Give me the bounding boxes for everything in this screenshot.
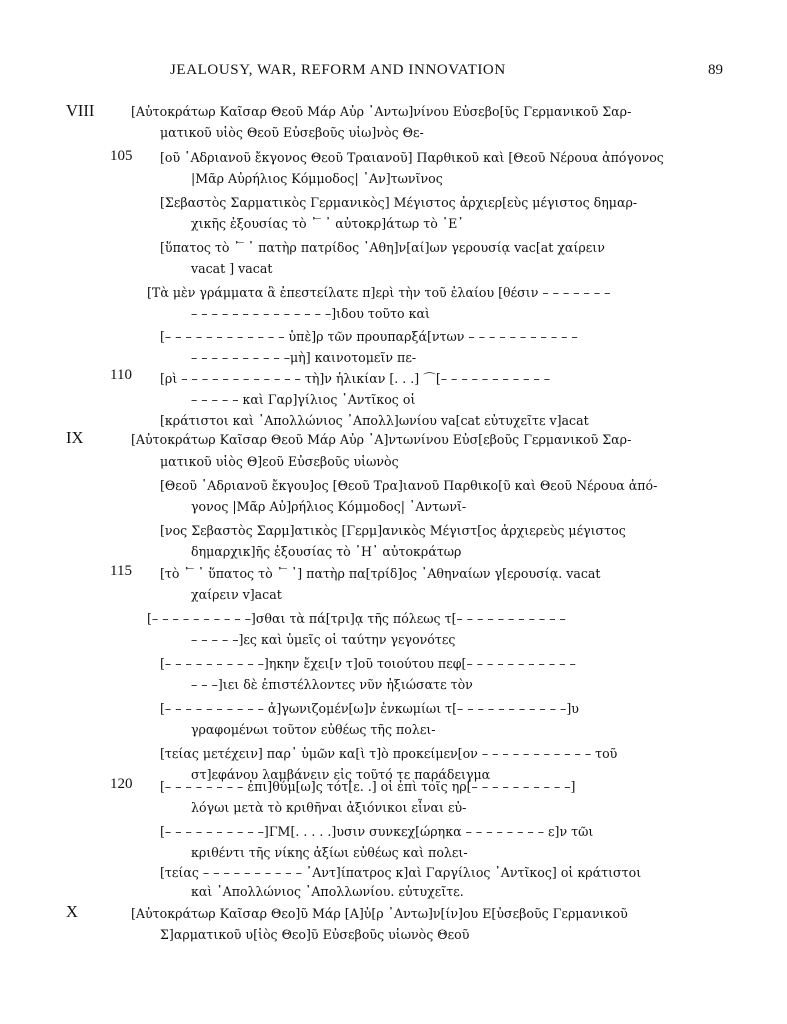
text-line: [Θεοῦ ῾Αδριανοῦ ἔκγου]ος [Θεοῦ Τρα]ιανοῦ Παρθικο[ῦ καὶ Θεοῦ Νέρουα ἀπό- [160, 478, 658, 493]
text-line: [– – – – – – – – – – ἀ]γωνιζομέν[ω]ν ἐνκωμίωι τ[– – – – – – – – – – –]υ [160, 701, 579, 716]
text-line: [Αὐτοκράτωρ Καῖσαρ Θεοῦ Μάρ Αὐρ ᾽Α]ντωνίνου Εὐσ[εβοῦς Γερμανικοῦ Σαρ- [131, 432, 632, 447]
text-line: Σ]αρματικοῦ υ[ἱὸς Θεο]ῦ Εὐσεβοῦς υἱωνὸς Θεοῦ [160, 927, 470, 942]
text-line: κριθέντι τῆς νίκης ἀξίωι εὐθέως καὶ πολει- [191, 845, 468, 860]
line-number-120: 120 [110, 776, 133, 792]
page-number: 89 [708, 62, 723, 78]
text-line: [ρὶ – – – – – – – – – – – – τὴ]ν ἡλικίαν [. . .] ⌒[– – – – – – – – – – – [160, 371, 551, 386]
text-line: χαίρειν v]acat [191, 587, 282, 602]
text-line: [Σεβαστὸς Σαρματικὸς Γερμανικὸς] Μέγιστος ἀρχιερ[εὺς μέγιστος δημαρ- [160, 195, 638, 210]
text-line: – – – – – – – – – –μὴ] καινοτομεῖν πε- [191, 350, 417, 365]
text-line: ματικοῦ υἱὸς Θ]εοῦ Εὐσεβοῦς υἱωνὸς [160, 454, 399, 469]
text-line: – – –]ιει δὲ ἐπιστέλλοντες νῦν ἠξιώσατε τὸν [191, 677, 473, 692]
page-header [0, 62, 787, 86]
text-line: χικῆς ἐξουσίας τὸ ᾿ ̅ ᾿ αὐτοκρ]άτωρ τὸ ᾿Ε᾿ [191, 216, 464, 231]
text-line: |Μᾶρ Αὐρήλιος Κόμμοδος| ᾽Αν]τωνῖνος [191, 171, 443, 186]
text-line: [Τὰ μὲν γράμματα ἃ ἐπεστείλατε π]ερὶ τὴν τοῦ ἐλαίου [θέσιν – – – – – – – [147, 285, 611, 300]
text-line: καὶ ᾽Απολλώνιος ᾽Απολλωνίου. εὐτυχεῖτε. [191, 884, 464, 899]
line-number-115: 115 [110, 563, 132, 579]
line-number-105: 105 [110, 148, 133, 164]
text-line: [τείας μετέχειν] παρ᾽ ὑμῶν κα[ὶ τ]ὸ προκείμεν[ον – – – – – – – – – – – τοῦ [160, 746, 618, 761]
text-line: [ὕπατος τὸ ᾿ ̅ ᾿ πατὴρ πατρίδος ᾽Αθη]ν[αί]ων γερουσίᾳ vac[at χαίρειν [160, 240, 605, 255]
section-marker-ix: IX [66, 428, 84, 447]
text-line: – – – – – καὶ Γαρ]γίλιος ᾽Αντῖκος οἱ [191, 392, 416, 407]
text-line: vacat ] vacat [191, 261, 273, 276]
text-line: ματικοῦ υἱὸς Θεοῦ Εὐσεβοῦς υἱω]νὸς Θε- [160, 125, 424, 140]
text-line: [– – – – – – – – – –]ηκην ἔχει[ν τ]οῦ τοιούτου πεφ[– – – – – – – – – – – [160, 656, 576, 671]
text-line: στ]εφάνου λαμβάνειν εἰς τοῦτό τε παράδειγμα [191, 767, 491, 782]
text-line: [Αὐτοκράτωρ Καῖσαρ Θεο]ῦ Μάρ [Α]ὐ[ρ ᾽Αντω]ν[ίν]ου Ε[ὐσεβοῦς Γερμανικοῦ [131, 906, 628, 921]
text-line: δημαρχικ]ῆς ἐξουσίας τὸ ᾿Η᾿ αὐτοκράτωρ [191, 544, 462, 559]
text-line: [τὸ ᾿ ̅ ᾿ ὕπατος τὸ ᾿ ̅ ᾿] πατὴρ πα[τρίδ]ος ᾽Αθηναίων γ[ερουσίᾳ. vacat [160, 566, 601, 581]
text-line: – – – – –]ες καὶ ὑμεῖς οἱ ταύτην γεγονότες [191, 632, 456, 647]
text-line: [– – – – – – – – – –]ΓΜ[. . . . .]υσιν συνκεχ[ώρηκα – – – – – – – – ε]ν τῶι [160, 824, 594, 839]
text-line: [κράτιστοι καὶ ᾽Απολλώνιος ᾽Απολλ]ωνίου va[cat εὐτυχεῖτε v]acat [160, 413, 589, 428]
text-line: [– – – – – – – – – – – – ὑπὲ]ρ τῶν προυπαρξά[ντων – – – – – – – – – – – [160, 329, 578, 344]
line-number-110: 110 [110, 367, 132, 383]
text-line: λόγωι μετὰ τὸ κριθῆναι ἀξιόνικοι εἶναι εὐ- [191, 800, 467, 815]
running-title: JEALOUSY, WAR, REFORM AND INNOVATION [170, 62, 506, 78]
section-marker-viii: VIII [66, 101, 95, 120]
section-marker-x: X [66, 902, 78, 921]
text-line: γραφομένωι τοῦτον εὐθέως τῆς πολει- [191, 722, 436, 737]
text-line: [– – – – – – – – ἐπι]θύμ[ω]ς τότ[ε. .] οἱ ἐπὶ τοῖς ηρ[– – – – – – – – – –] [160, 779, 576, 794]
text-line: [Αὐτοκράτωρ Καῖσαρ Θεοῦ Μάρ Αὐρ ᾽Αντω]νίνου Εὐσεβο[ῦς Γερμανικοῦ Σαρ- [131, 104, 632, 119]
text-line: [τείας – – – – – – – – – – ᾽Αντ]ίπατρος κ]αὶ Γαργίλιος ᾽Αντῖκος] οἱ κράτιστοι [160, 865, 642, 880]
text-line: γονος |Μᾶρ Αὐ]ρήλιος Κόμμοδος| ᾽Αντωνῖ- [191, 499, 467, 514]
text-line: [οῦ ῾Αδριανοῦ ἔκγονος Θεοῦ Τραιανοῦ] Παρθικοῦ καὶ [Θεοῦ Νέρουα ἀπόγονος [160, 150, 664, 165]
text-line: – – – – – – – – – – – – – –]ιδου τοῦτο καὶ [191, 306, 430, 321]
text-line: [– – – – – – – – – –]σθαι τὰ πά[τρι]ᾳ τῆς πόλεως τ[– – – – – – – – – – – [147, 611, 566, 626]
text-line: [νος Σεβαστὸς Σαρμ]ατικὸς [Γερμ]ανικὸς Μέγιστ[ος ἀρχιερεὺς μέγιστος [160, 523, 626, 538]
